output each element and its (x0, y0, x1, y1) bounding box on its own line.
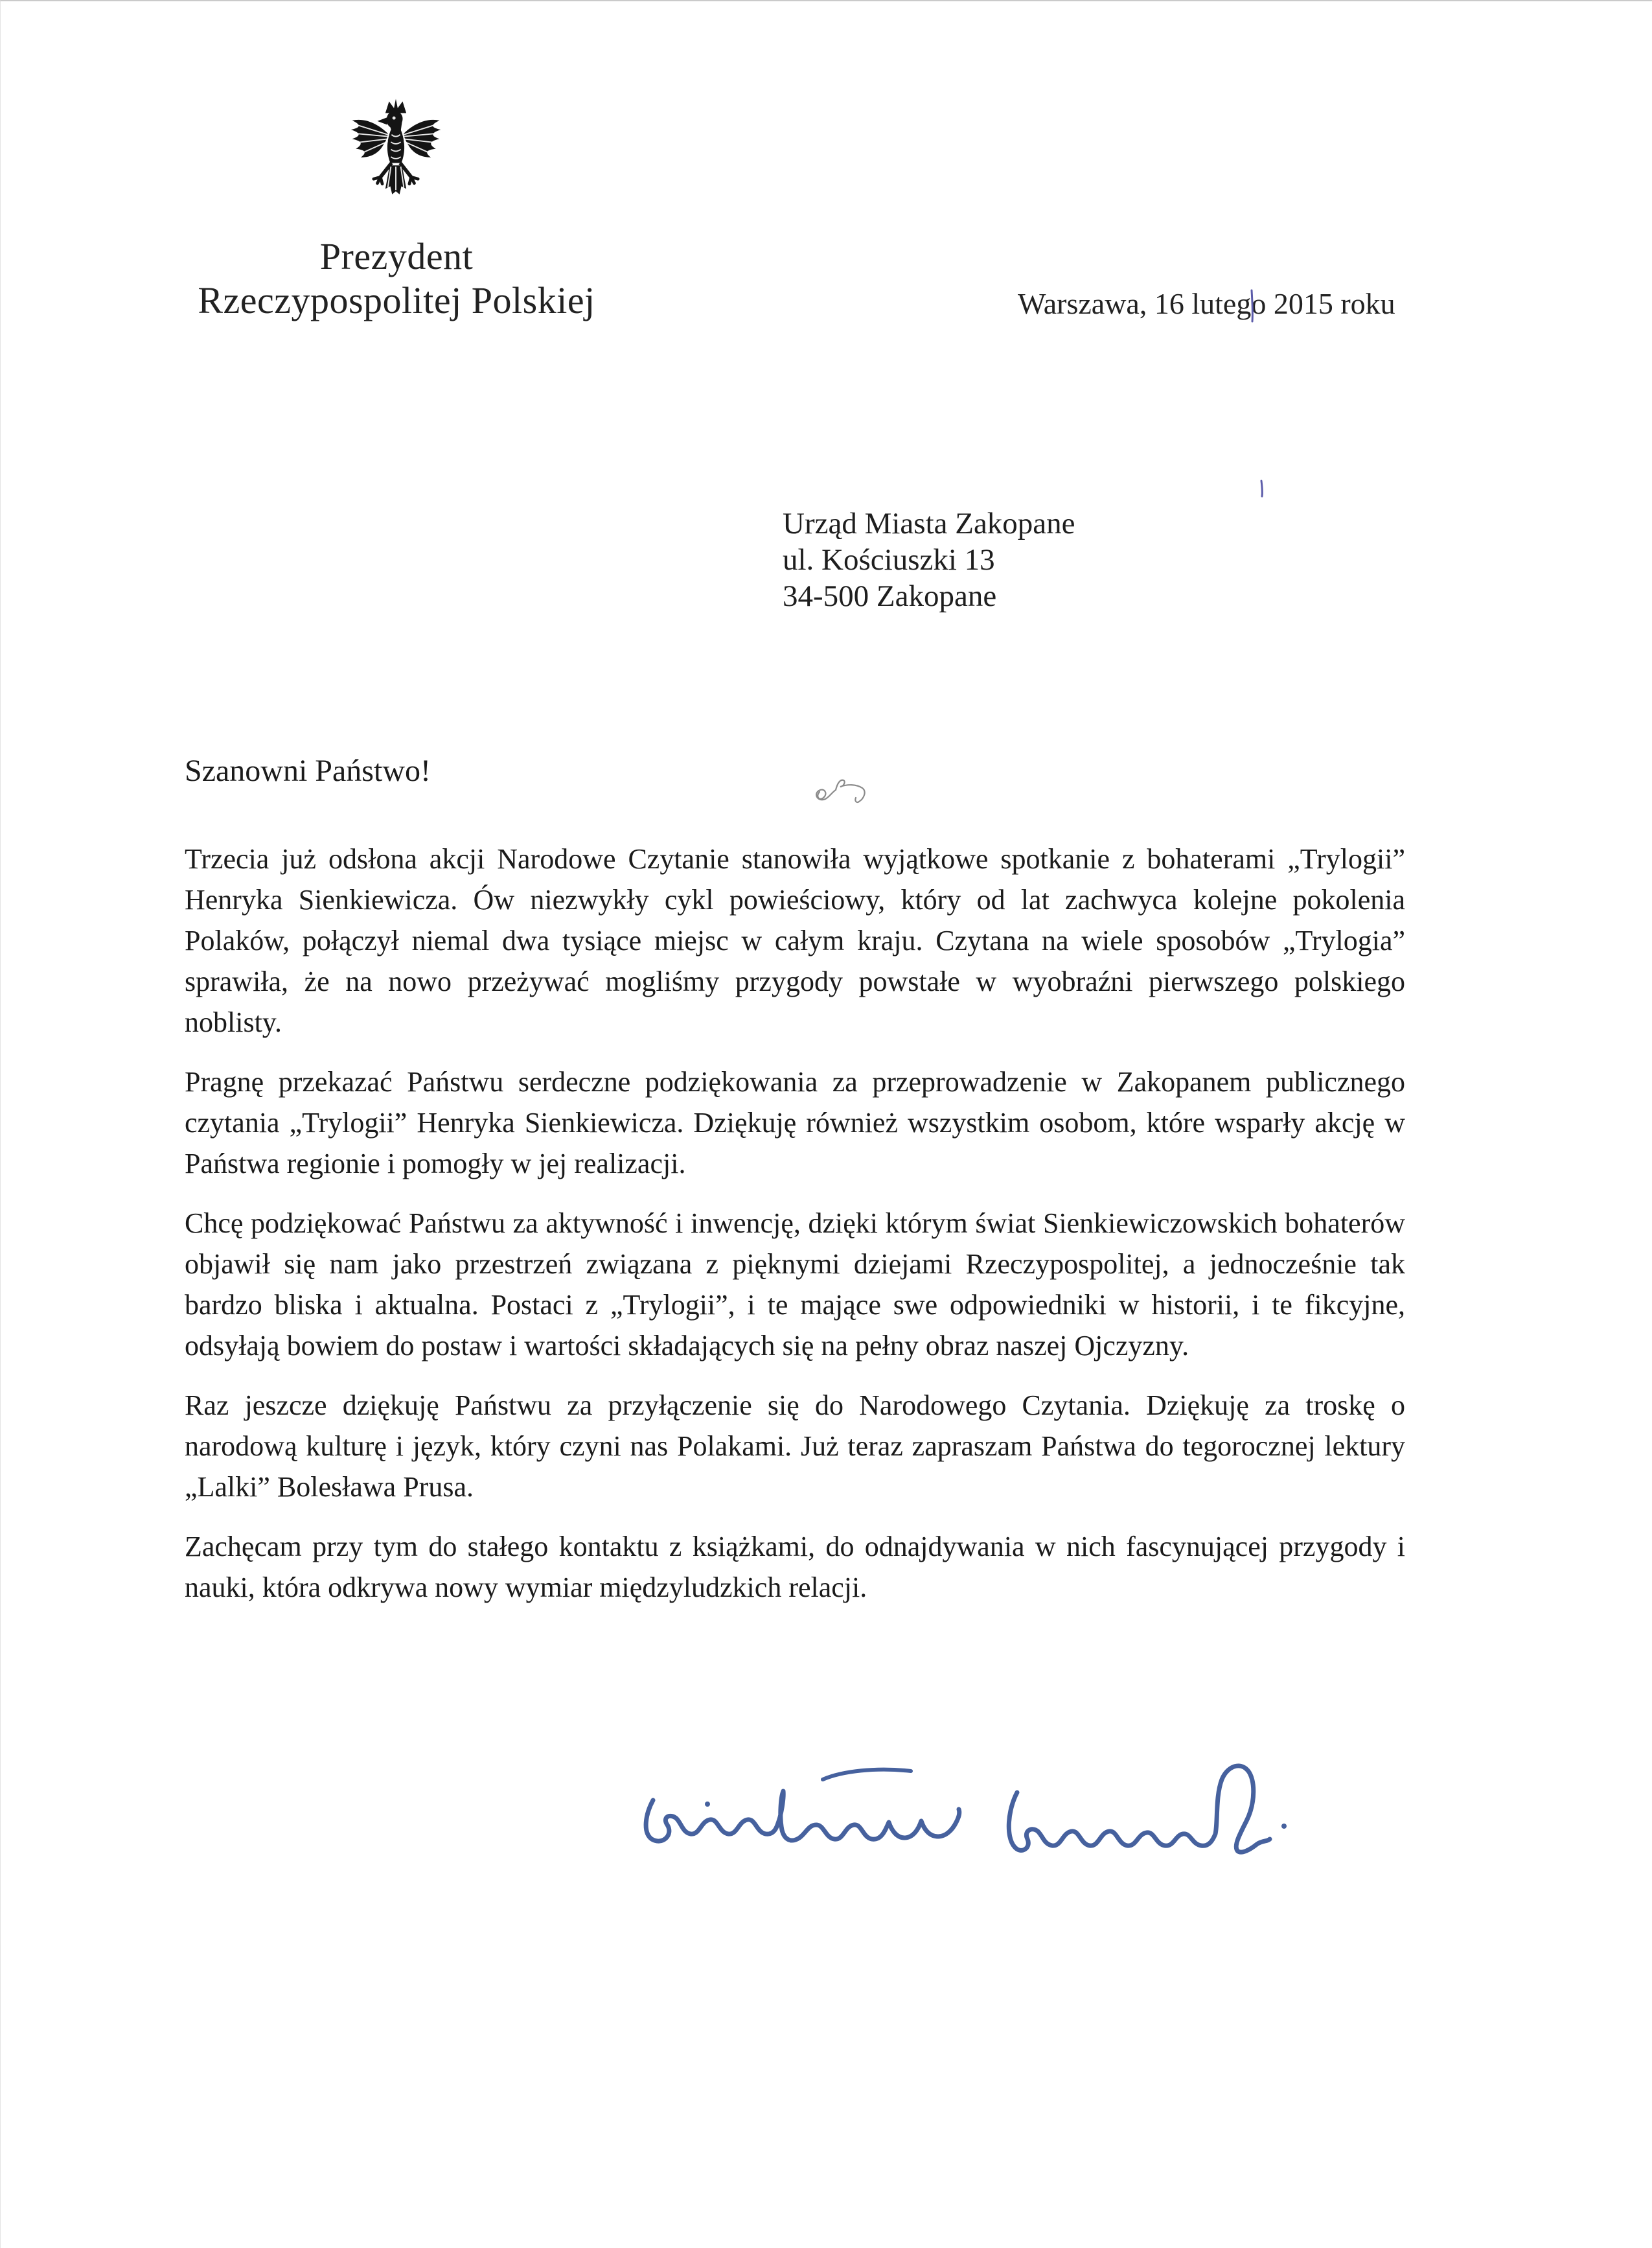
scan-edge-artifact-left (0, 0, 1, 2248)
paragraph-5: Zachęcam przy tym do stałego kontaktu z książkami, do odnajdywania w nich fascynującej przygody i nauki, która odkrywa nowy wymiar międzyludzkich relacji. (185, 1531, 1405, 1603)
sender-title-block (170, 235, 623, 323)
recipient-address (783, 505, 1075, 614)
recipient-line: Urząd Miasta Zakopane (783, 507, 1075, 540)
sender-title-line2: Rzeczypospolitej Polskiej (198, 279, 595, 321)
handwritten-signature (622, 1750, 1367, 1866)
letter-body (185, 839, 1405, 1627)
sender-title-line1: Prezydent (319, 235, 474, 277)
paragraph-1: Trzecia już odsłona akcji Narodowe Czytanie stanowiła wyjątkowe spotkanie z bohaterami „Trylogii” Henryka Sienkiewicza. Ów niezwykły cykl powieściowy, który od lat zachwyca kolejne pokolenia Polaków, połączył niemal dwa tysiące miejsc w całym kraju. Czytana na wiele sposobów „Trylogia” sprawiła, że na nowo przeżywać mogliśmy przygody powstałe w wyobraźni pierwszego polskiego noblisty. (185, 843, 1405, 1038)
salutation: Szanowni Państwo! (185, 754, 431, 788)
scan-edge-artifact-top (0, 0, 1652, 1)
paragraph-4: Raz jeszcze dziękuję Państwu za przyłączenie się do Narodowego Czytania. Dziękuję za troskę o narodową kulturę i język, który czyni nas Polakami. Już teraz zapraszam Państwa do tegorocznej lektury „Lalki” Bolesława Prusa. (185, 1389, 1405, 1503)
dateline: Warszawa, 16 lutego 2015 roku (1018, 287, 1395, 320)
recipient-line: 34-500 Zakopane (783, 579, 997, 613)
paragraph-2: Pragnę przekazać Państwu serdeczne podziękowania za przeprowadzenie w Zakopanem publicznego czytania „Trylogii” Henryka Sienkiewicza. Dziękuję również wszystkim osobom, które wsparły akcję w Państwa regionie i pomogły w jej realizacji. (185, 1066, 1405, 1179)
stray-ink-mark-icon (1249, 289, 1256, 323)
polish-eagle-emblem-icon (347, 97, 445, 215)
pen-squiggle-artifact-icon (799, 762, 874, 810)
recipient-line: ul. Kościuszki 13 (783, 543, 995, 577)
stray-ink-mark-icon (1259, 480, 1265, 498)
paragraph-3: Chcę podziękować Państwu za aktywność i inwencję, dzięki którym świat Sienkiewiczowskich bohaterów objawił się nam jako przestrzeń związana z pięknymi dziejami Rzeczypospolitej, a jednocześnie tak bardzo bliska i aktualna. Postaci z „Trylogii”, i te mające swe odpowiedniki w historii, i te fikcyjne, odsyłają bowiem do postaw i wartości składających się na pełny obraz naszej Ojczyzny. (185, 1207, 1405, 1362)
